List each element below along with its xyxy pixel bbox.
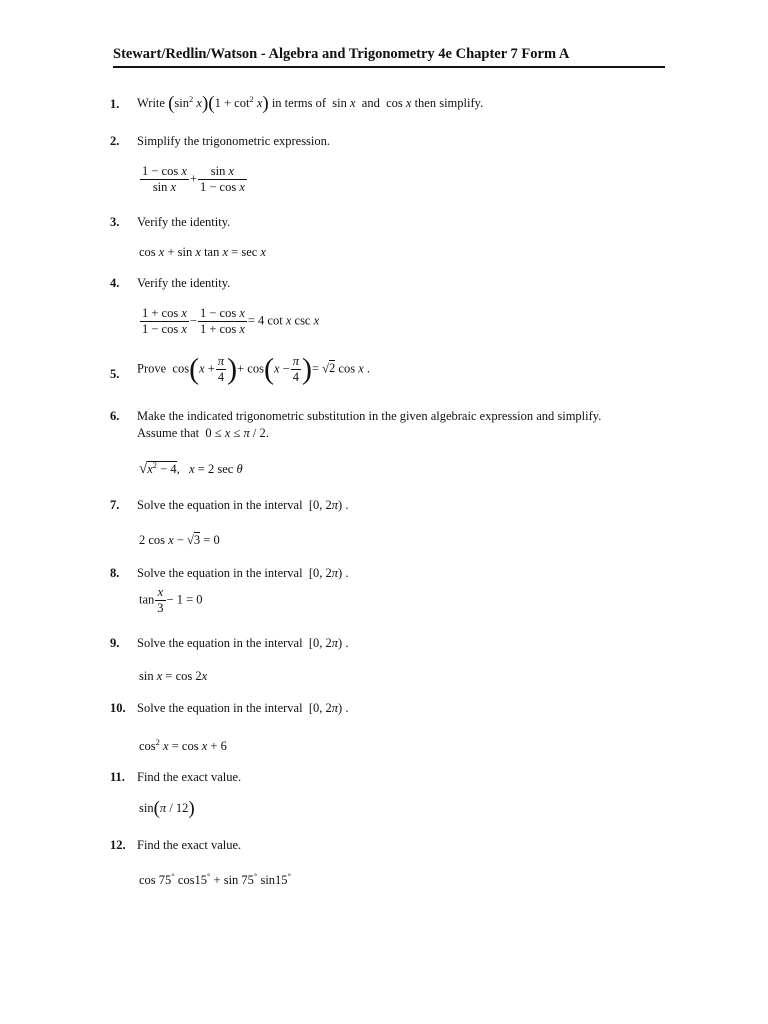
problem-8-expression: tan $\frac{x}{3}$ − 1 = 0 — [139, 585, 203, 615]
problem-number: 5. — [110, 367, 120, 381]
problem-11-expression: sin(π / 12) — [139, 798, 195, 819]
header-rule — [113, 66, 665, 68]
problem-3-text: Verify the identity. — [137, 215, 231, 229]
problem-4-expression: $\frac{\text{1 + cos x}}{\text{1 − cos x}}$ − $\frac{\text{1 − cos x}}{\text{1 + cos x}}$ = 4 cot x csc x — [142, 306, 320, 336]
problem-number: 1. — [110, 97, 120, 111]
problem-number: 12. — [110, 838, 126, 852]
problem-9-expression: sin x = cos 2x — [139, 669, 208, 683]
problem-1-text: Write ($\sin^2$ $x)(1 + \cot^2 x)$ in terms of sin x and cos x then simplify. — [137, 93, 484, 114]
problem-7-expression: 2 cos x − √3 = 0 — [139, 533, 220, 547]
problem-2-expression: $\frac{\text{1 − cos x}}{\text{sin x}}$ + $\frac{\text{sin x}}{\text{1 − cos x}}$ — [142, 164, 245, 194]
problem-12-text: Find the exact value. — [137, 838, 242, 852]
problem-number: 10. — [110, 701, 126, 715]
problem-number: 11. — [110, 770, 125, 784]
problem-6-expression: $√x^2 - 4$, x = 2 sec θ — [139, 460, 243, 477]
problem-number: 9. — [110, 636, 120, 650]
problem-10-expression: $\cos^2 x = \cos x + 6$ — [139, 737, 227, 753]
problem-5-text: Prove cos(x + $\frac{\pi}{4}$ )+ cos(x − $\frac{\pi}{4}$ )= √2 cos x . — [137, 352, 370, 386]
problem-6-assumption: Assume that 0 ≤ x ≤ π / 2. — [137, 426, 269, 440]
problem-9-text: Solve the equation in the interval [0, 2π) . — [137, 636, 349, 650]
problem-number: 4. — [110, 276, 120, 290]
problem-number: 2. — [110, 134, 120, 148]
problem-7-text: Solve the equation in the interval [0, 2π) . — [137, 498, 349, 512]
problem-6-text: Make the indicated trigonometric substitution in the given algebraic expression and simplify. — [137, 409, 602, 423]
problem-10-text: Solve the equation in the interval [0, 2π) . — [137, 701, 349, 715]
problem-number: 3. — [110, 215, 120, 229]
problem-3-expression: cos x + sin x tan x = sec x — [139, 245, 266, 259]
problem-11-text: Find the exact value. — [137, 770, 242, 784]
problem-8-text: Solve the equation in the interval [0, 2π) . — [137, 566, 349, 580]
problem-number: 6. — [110, 409, 120, 423]
problem-4-text: Verify the identity. — [137, 276, 231, 290]
page-header: Stewart/Redlin/Watson - Algebra and Trigonometry 4e Chapter 7 Form A — [113, 46, 570, 62]
problem-2-text: Simplify the trigonometric expression. — [137, 134, 331, 148]
problem-12-expression: cos 75° cos15° + sin 75° sin15° — [139, 871, 291, 887]
problem-number: 8. — [110, 566, 120, 580]
problem-number: 7. — [110, 498, 120, 512]
